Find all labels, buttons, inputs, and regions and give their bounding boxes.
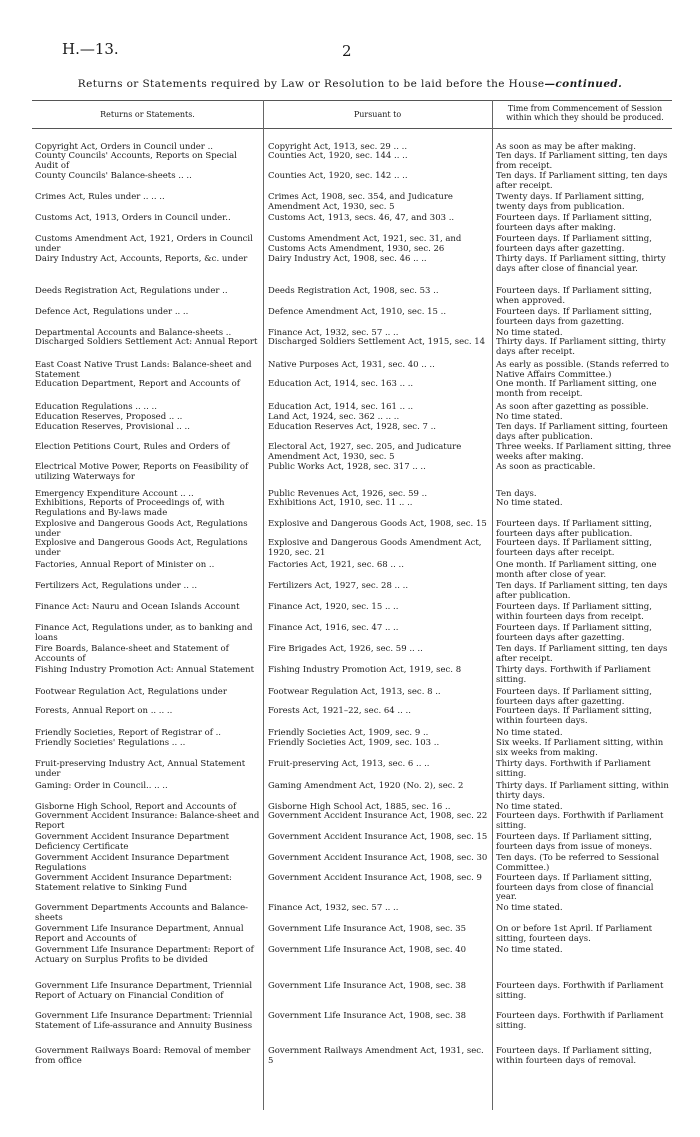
time-cell: Fourteen days. If Parliament sitting, fourteen days from issue of moneys. xyxy=(496,832,653,852)
time-cell: Fourteen days. If Parliament sitting, fourteen days after gazetting. xyxy=(496,234,652,254)
time-cell: Three weeks. If Parliament sitting, three weeks after making. xyxy=(496,442,672,462)
pursuant-cell: Education Act, 1914, sec. 163 .. .. xyxy=(268,379,414,389)
returns-cell: Crimes Act, Rules under .. .. .. xyxy=(35,192,165,202)
time-cell: Fourteen days. If Parliament sitting, fourteen days from close of financial year. xyxy=(496,873,654,902)
returns-cell: Finance Act: Nauru and Ocean Islands Account xyxy=(35,602,240,612)
returns-cell: Exhibitions, Reports of Proceedings of, with Regulations and By-laws made xyxy=(35,498,225,518)
time-cell: No time stated. xyxy=(496,728,563,738)
returns-cell: County Councils' Accounts, Reports on Special Audit of xyxy=(35,151,237,171)
pursuant-cell: Factories Act, 1921, sec. 68 .. .. xyxy=(268,560,404,570)
returns-cell: Education Reserves, Proposed .. .. xyxy=(35,412,183,422)
title-suffix: —continued. xyxy=(544,78,623,90)
time-cell: Ten days. If Parliament sitting, ten days after publication. xyxy=(496,581,668,601)
time-cell: Thirty days. Forthwith if Parliament sitting. xyxy=(496,759,651,779)
returns-cell: Dairy Industry Act, Accounts, Reports, &c. under xyxy=(35,254,248,264)
time-cell: No time stated. xyxy=(496,498,563,508)
page-title xyxy=(0,78,700,90)
pursuant-cell: Finance Act, 1920, sec. 15 .. .. xyxy=(268,602,399,612)
time-cell: Fourteen days. Forthwith if Parliament sitting. xyxy=(496,1011,664,1031)
pursuant-cell: Deeds Registration Act, 1908, sec. 53 .. xyxy=(268,286,439,296)
pursuant-cell: Explosive and Dangerous Goods Act, 1908, sec. 15 xyxy=(268,519,487,529)
pursuant-cell: Explosive and Dangerous Goods Amendment Act, 1920, sec. 21 xyxy=(268,538,482,558)
time-cell: Ten days. If Parliament sitting, fourteen days after publication. xyxy=(496,422,668,442)
time-cell: Ten days. If Parliament sitting, ten days after receipt. xyxy=(496,171,668,191)
column-divider-2 xyxy=(492,100,493,1110)
time-cell: Fourteen days. If Parliament sitting, fourteen days after gazetting. xyxy=(496,623,652,643)
time-cell: Fourteen days. If Parliament sitting, fourteen days after publication. xyxy=(496,519,652,539)
returns-cell: Forests, Annual Report on .. .. .. xyxy=(35,706,173,716)
pursuant-cell: Crimes Act, 1908, sec. 354, and Judicature Amendment Act, 1930, sec. 5 xyxy=(268,192,453,212)
pursuant-cell: Government Life Insurance Act, 1908, sec. 38 xyxy=(268,1011,467,1021)
time-cell: Fourteen days. Forthwith if Parliament sitting. xyxy=(496,981,664,1001)
pursuant-cell: Counties Act, 1920, sec. 142 .. .. xyxy=(268,171,408,181)
pursuant-cell: Copyright Act, 1913, sec. 29 .. .. xyxy=(268,142,408,152)
returns-cell: Copyright Act, Orders in Council under .. xyxy=(35,142,213,152)
time-cell: On or before 1st April. If Parliament sitting, fourteen days. xyxy=(496,924,653,944)
pursuant-cell: Customs Amendment Act, 1921, sec. 31, and Customs Acts Amendment, 1930, sec. 26 xyxy=(268,234,462,254)
column-divider-1 xyxy=(263,100,264,1110)
returns-cell: Emergency Expenditure Account .. .. xyxy=(35,489,194,499)
pursuant-cell: Government Accident Insurance Act, 1908, sec. 15 xyxy=(268,832,488,842)
column-header-time: Time from Commencement of Session within which they should be produced. xyxy=(506,104,664,122)
pursuant-cell: Finance Act, 1932, sec. 57 .. .. xyxy=(268,328,399,338)
pursuant-cell: Footwear Regulation Act, 1913, sec. 8 .. xyxy=(268,687,441,697)
returns-cell: Explosive and Dangerous Goods Act, Regulations under xyxy=(35,519,248,539)
returns-cell: Departmental Accounts and Balance-sheets .. xyxy=(35,328,232,338)
time-cell: Six weeks. If Parliament sitting, within six weeks from making. xyxy=(496,738,664,758)
returns-cell: Education Department, Report and Accounts of xyxy=(35,379,240,389)
returns-cell: Fruit-preserving Industry Act, Annual Statement under xyxy=(35,759,246,779)
time-cell: Thirty days. If Parliament sitting, within thirty days. xyxy=(496,781,669,801)
returns-cell: Government Life Insurance Department: Report of Actuary on Surplus Profits to be divided xyxy=(35,945,254,965)
time-cell: Thirty days. Forthwith if Parliament sitting. xyxy=(496,665,651,685)
pursuant-cell: Fire Brigades Act, 1926, sec. 59 .. .. xyxy=(268,644,423,654)
returns-cell: Deeds Registration Act, Regulations under .. xyxy=(35,286,228,296)
header-bottom-rule xyxy=(32,128,672,129)
pursuant-cell: Gisborne High School Act, 1885, sec. 16 .. xyxy=(268,802,451,812)
returns-cell: Education Reserves, Provisional .. .. xyxy=(35,422,190,432)
pursuant-cell: Fruit-preserving Act, 1913, sec. 6 .. .. xyxy=(268,759,430,769)
time-cell: Fourteen days. If Parliament sitting, when approved. xyxy=(496,286,652,306)
returns-cell: Customs Amendment Act, 1921, Orders in Council under xyxy=(35,234,253,254)
returns-cell: Government Accident Insurance Department Deficiency Certificate xyxy=(35,832,229,852)
returns-cell: Discharged Soldiers Settlement Act: Annual Report xyxy=(35,337,258,347)
returns-cell: East Coast Native Trust Lands: Balance-sheet and Statement xyxy=(35,360,252,380)
returns-cell: Education Regulations .. .. .. xyxy=(35,402,157,412)
pursuant-cell: Government Life Insurance Act, 1908, sec. 35 xyxy=(268,924,467,934)
page-number: 2 xyxy=(342,42,352,60)
time-cell: No time stated. xyxy=(496,945,563,955)
pursuant-cell: Gaming Amendment Act, 1920 (No. 2), sec. 2 xyxy=(268,781,464,791)
time-cell: Fourteen days. If Parliament sitting, within fourteen days of removal. xyxy=(496,1046,652,1066)
pursuant-cell: Friendly Societies Act, 1909, sec. 9 .. xyxy=(268,728,429,738)
pursuant-cell: Customs Act, 1913, secs. 46, 47, and 303 .. xyxy=(268,213,455,223)
returns-cell: Customs Act, 1913, Orders in Council under.. xyxy=(35,213,231,223)
time-cell: As soon as may be after making. xyxy=(496,142,636,152)
time-cell: Ten days. If Parliament sitting, ten days after receipt. xyxy=(496,644,668,664)
pursuant-cell: Counties Act, 1920, sec. 144 .. .. xyxy=(268,151,408,161)
pursuant-cell: Public Revenues Act, 1926, sec. 59 .. xyxy=(268,489,428,499)
returns-cell: Government Life Insurance Department, Triennial Report of Actuary on Financial Condition of xyxy=(35,981,253,1001)
pursuant-cell: Forests Act, 1921–22, sec. 64 .. .. xyxy=(268,706,411,716)
returns-cell: Friendly Societies' Regulations .. .. xyxy=(35,738,186,748)
time-cell: Twenty days. If Parliament sitting, twenty days from publication. xyxy=(496,192,645,212)
pursuant-cell: Defence Amendment Act, 1910, sec. 15 .. xyxy=(268,307,447,317)
time-cell: Ten days. xyxy=(496,489,537,499)
pursuant-cell: Government Accident Insurance Act, 1908, sec. 30 xyxy=(268,853,488,863)
returns-cell: Government Accident Insurance Department Regulations xyxy=(35,853,229,873)
pursuant-cell: Native Purposes Act, 1931, sec. 40 .. .. xyxy=(268,360,435,370)
returns-cell: Fishing Industry Promotion Act: Annual Statement xyxy=(35,665,255,675)
time-cell: One month. If Parliament sitting, one month from receipt. xyxy=(496,379,657,399)
pursuant-cell: Public Works Act, 1928, sec. 317 .. .. xyxy=(268,462,426,472)
returns-cell: Gaming: Order in Council.. .. .. xyxy=(35,781,168,791)
returns-cell: Factories, Annual Report of Minister on .. xyxy=(35,560,215,570)
returns-cell: Explosive and Dangerous Goods Act, Regulations under xyxy=(35,538,248,558)
returns-cell: Government Life Insurance Department: Triennial Statement of Life-assurance and Annuity Business xyxy=(35,1011,253,1031)
pursuant-cell: Government Life Insurance Act, 1908, sec. 40 xyxy=(268,945,467,955)
returns-cell: Fire Boards, Balance-sheet and Statement of Accounts of xyxy=(35,644,229,664)
returns-cell: Government Accident Insurance: Balance-sheet and Report xyxy=(35,811,260,831)
pursuant-cell: Land Act, 1924, sec. 362 .. .. .. xyxy=(268,412,400,422)
title-text: Returns or Statements required by Law or Resolution to be laid before the House xyxy=(77,78,545,90)
time-cell: Fourteen days. If Parliament sitting, within fourteen days from receipt. xyxy=(496,602,652,622)
returns-cell: Government Life Insurance Department, Annual Report and Accounts of xyxy=(35,924,244,944)
returns-cell: Election Petitions Court, Rules and Orders of xyxy=(35,442,230,452)
time-cell: No time stated. xyxy=(496,802,563,812)
column-header-returns: Returns or Statements. xyxy=(100,110,195,119)
pursuant-cell: Discharged Soldiers Settlement Act, 1915, sec. 14 xyxy=(268,337,486,347)
pursuant-cell: Government Railways Amendment Act, 1931, sec. 5 xyxy=(268,1046,484,1066)
time-cell: As soon as practicable. xyxy=(496,462,596,472)
pursuant-cell: Education Act, 1914, sec. 161 .. .. xyxy=(268,402,414,412)
returns-cell: Friendly Societies, Report of Registrar of .. xyxy=(35,728,221,738)
table-top-rule xyxy=(32,100,672,101)
time-cell: Fourteen days. Forthwith if Parliament sitting. xyxy=(496,811,664,831)
time-cell: Fourteen days. If Parliament sitting, within fourteen days. xyxy=(496,706,652,726)
time-cell: As soon after gazetting as possible. xyxy=(496,402,649,412)
time-cell: Fourteen days. If Parliament sitting, fourteen days after receipt. xyxy=(496,538,652,558)
pursuant-cell: Fishing Industry Promotion Act, 1919, sec. 8 xyxy=(268,665,462,675)
pursuant-cell: Education Reserves Act, 1928, sec. 7 .. xyxy=(268,422,436,432)
time-cell: Fourteen days. If Parliament sitting, fourteen days after making. xyxy=(496,213,652,233)
pursuant-cell: Finance Act, 1932, sec. 57 .. .. xyxy=(268,903,399,913)
returns-cell: Gisborne High School, Report and Accounts of xyxy=(35,802,237,812)
time-cell: Fourteen days. If Parliament sitting, fourteen days from gazetting. xyxy=(496,307,652,327)
pursuant-cell: Exhibitions Act, 1910, sec. 11 .. .. xyxy=(268,498,413,508)
time-cell: As early as possible. (Stands referred to Native Affairs Committee.) xyxy=(496,360,670,380)
returns-cell: Government Railways Board: Removal of member from office xyxy=(35,1046,251,1066)
returns-cell: Footwear Regulation Act, Regulations under xyxy=(35,687,227,697)
returns-cell: Electrical Motive Power, Reports on Feasibility of utilizing Waterways for xyxy=(35,462,249,482)
pursuant-cell: Government Accident Insurance Act, 1908, sec. 9 xyxy=(268,873,482,883)
time-cell: Ten days. (To be referred to Sessional Committee.) xyxy=(496,853,660,873)
returns-cell: Fertilizers Act, Regulations under .. .. xyxy=(35,581,198,591)
time-cell: Ten days. If Parliament sitting, ten days from receipt. xyxy=(496,151,668,171)
pursuant-cell: Government Accident Insurance Act, 1908, sec. 22 xyxy=(268,811,488,821)
time-cell: No time stated. xyxy=(496,903,563,913)
time-cell: One month. If Parliament sitting, one month after close of year. xyxy=(496,560,657,580)
pursuant-cell: Fertilizers Act, 1927, sec. 28 .. .. xyxy=(268,581,409,591)
pursuant-cell: Friendly Societies Act, 1909, sec. 103 .. xyxy=(268,738,440,748)
column-header-pursuant: Pursuant to xyxy=(353,110,402,119)
document-reference: H.—13. xyxy=(62,40,119,58)
time-cell: No time stated. xyxy=(496,328,563,338)
returns-cell: Finance Act, Regulations under, as to banking and loans xyxy=(35,623,253,643)
pursuant-cell: Finance Act, 1916, sec. 47 .. .. xyxy=(268,623,399,633)
pursuant-cell: Government Life Insurance Act, 1908, sec. 38 xyxy=(268,981,467,991)
time-cell: No time stated. xyxy=(496,412,563,422)
returns-cell: Defence Act, Regulations under .. .. xyxy=(35,307,189,317)
time-cell: Thirty days. If Parliament sitting, thirty days after receipt. xyxy=(496,337,666,357)
pursuant-cell: Electoral Act, 1927, sec. 205, and Judicature Amendment Act, 1930, sec. 5 xyxy=(268,442,462,462)
returns-cell: Government Departments Accounts and Balance-sheets xyxy=(35,903,248,923)
time-cell: Thirty days. If Parliament sitting, thirty days after close of financial year. xyxy=(496,254,666,274)
time-cell: Fourteen days. If Parliament sitting, fourteen days after gazetting. xyxy=(496,687,652,707)
pursuant-cell: Dairy Industry Act, 1908, sec. 46 .. .. xyxy=(268,254,427,264)
returns-cell: Government Accident Insurance Department: Statement relative to Sinking Fund xyxy=(35,873,232,893)
returns-cell: County Councils' Balance-sheets .. .. xyxy=(35,171,192,181)
